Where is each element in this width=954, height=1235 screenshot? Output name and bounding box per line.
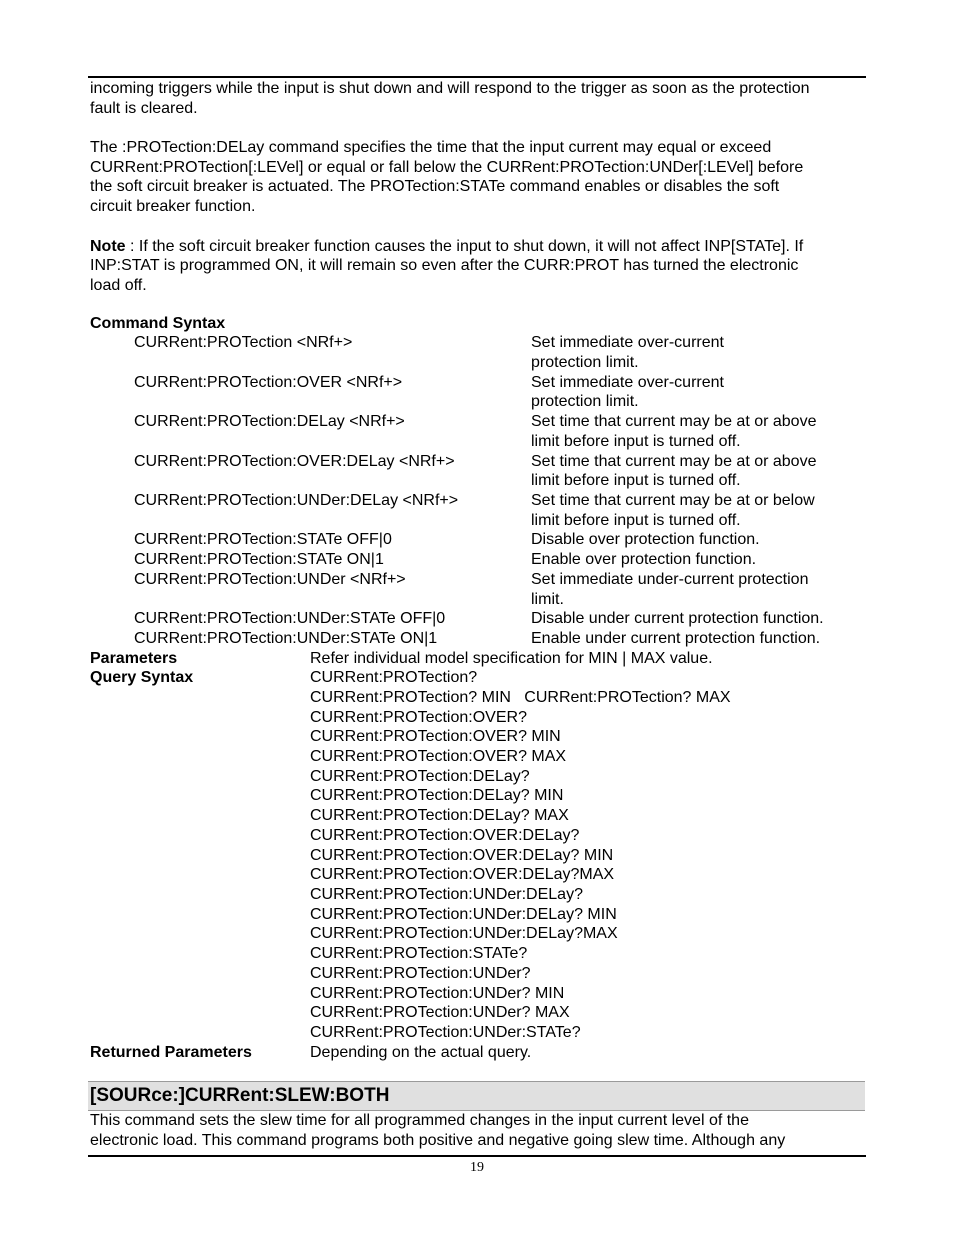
- command-syntax-cmd: CURRent:PROTection:UNDer:STATe OFF|0: [134, 610, 446, 627]
- command-syntax-cmd: CURRent:PROTection:DELay <NRf+>: [134, 413, 405, 430]
- command-syntax-desc: Enable over protection function.: [531, 551, 757, 568]
- command-syntax-desc: limit before input is turned off.: [531, 472, 741, 489]
- query-syntax-line: CURRent:PROTection:UNDer? MAX: [310, 1004, 570, 1021]
- query-syntax-label: Query Syntax: [90, 669, 194, 686]
- command-syntax-cmd: CURRent:PROTection:UNDer:DELay <NRf+>: [134, 492, 459, 509]
- parameters-value: Refer individual model specification for MIN | MAX value.: [310, 650, 713, 667]
- returned-parameters-value: Depending on the actual query.: [310, 1044, 532, 1061]
- query-syntax-line: CURRent:PROTection:OVER?: [310, 709, 527, 726]
- command-syntax-desc: limit.: [531, 591, 564, 608]
- query-syntax-line: CURRent:PROTection:OVER:DELay? MIN: [310, 847, 614, 864]
- command-syntax-cmd: CURRent:PROTection:STATe OFF|0: [134, 531, 392, 548]
- query-syntax-line: CURRent:PROTection:DELay? MIN: [310, 787, 564, 804]
- note-line: [90, 237, 803, 257]
- intro-para2-line: the soft circuit breaker is actuated. The PROTection:STATe command enables or disables the soft: [90, 178, 780, 195]
- command-syntax-desc: limit before input is turned off.: [531, 433, 741, 450]
- intro-para2-line: circuit breaker function.: [90, 198, 256, 215]
- query-syntax-line: CURRent:PROTection?: [310, 669, 478, 686]
- command-syntax-desc: Set time that current may be at or below: [531, 492, 815, 509]
- section-body-line: electronic load. This command programs both positive and negative going slew time. Although any: [90, 1132, 786, 1149]
- query-syntax-line: CURRent:PROTection? MIN CURRent:PROTection? MAX: [310, 689, 731, 706]
- query-syntax-line: CURRent:PROTection:UNDer:STATe?: [310, 1024, 581, 1041]
- command-syntax-cmd: CURRent:PROTection:UNDer <NRf+>: [134, 571, 406, 588]
- note-line: INP:STAT is programmed ON, it will remain so even after the CURR:PROT has turned the electronic: [90, 257, 799, 274]
- command-syntax-cmd: CURRent:PROTection <NRf+>: [134, 334, 353, 351]
- query-syntax-line: CURRent:PROTection:UNDer:DELay?MAX: [310, 925, 618, 942]
- command-syntax-desc: Set time that current may be at or above: [531, 413, 817, 430]
- command-syntax-desc: Set immediate under-current protection: [531, 571, 809, 588]
- query-syntax-line: CURRent:PROTection:UNDer:DELay? MIN: [310, 906, 617, 923]
- page-number: 19: [470, 1160, 484, 1175]
- query-syntax-line: CURRent:PROTection:DELay?: [310, 768, 530, 785]
- command-syntax-desc: Disable over protection function.: [531, 531, 760, 548]
- command-syntax-heading: Command Syntax: [90, 315, 226, 332]
- note-text: : If the soft circuit breaker function causes the input to shut down, it will not affect INP[STATe]. If: [125, 238, 804, 255]
- query-syntax-line: CURRent:PROTection:UNDer?: [310, 965, 531, 982]
- query-syntax-line: CURRent:PROTection:STATe?: [310, 945, 528, 962]
- command-syntax-desc: protection limit.: [531, 393, 639, 410]
- command-syntax-desc: Set immediate over-current: [531, 374, 724, 391]
- intro-para2-line: The :PROTection:DELay command specifies the time that the input current may equal or exceed: [90, 139, 772, 156]
- section-body-line: This command sets the slew time for all programmed changes in the input current level of the: [90, 1112, 749, 1129]
- returned-parameters-label: Returned Parameters: [90, 1044, 252, 1061]
- query-syntax-line: CURRent:PROTection:OVER:DELay?MAX: [310, 866, 615, 883]
- command-syntax-desc: Set time that current may be at or above: [531, 453, 817, 470]
- section-title: [SOURce:]CURRent:SLEW:BOTH: [90, 1085, 390, 1106]
- command-syntax-cmd: CURRent:PROTection:OVER <NRf+>: [134, 374, 403, 391]
- command-syntax-cmd: CURRent:PROTection:OVER:DELay <NRf+>: [134, 453, 455, 470]
- top-rule: [88, 76, 866, 78]
- command-syntax-cmd: CURRent:PROTection:UNDer:STATe ON|1: [134, 630, 438, 647]
- command-syntax-desc: Disable under current protection function.: [531, 610, 824, 627]
- query-syntax-line: CURRent:PROTection:UNDer:DELay?: [310, 886, 583, 903]
- section-heading-bar: [88, 1081, 865, 1111]
- command-syntax-desc: limit before input is turned off.: [531, 512, 741, 529]
- command-syntax-desc: protection limit.: [531, 354, 639, 371]
- query-syntax-line: CURRent:PROTection:DELay? MAX: [310, 807, 569, 824]
- command-syntax-desc: Set immediate over-current: [531, 334, 724, 351]
- note-line: load off.: [90, 277, 147, 294]
- command-syntax-desc: Enable under current protection function.: [531, 630, 821, 647]
- note-label: Note: [90, 238, 126, 255]
- query-syntax-line: CURRent:PROTection:OVER? MAX: [310, 748, 567, 765]
- intro-para1-line: fault is cleared.: [90, 100, 198, 117]
- bottom-rule: [88, 1155, 866, 1157]
- command-syntax-cmd: CURRent:PROTection:STATe ON|1: [134, 551, 384, 568]
- query-syntax-line: CURRent:PROTection:OVER? MIN: [310, 728, 561, 745]
- query-syntax-line: CURRent:PROTection:UNDer? MIN: [310, 985, 565, 1002]
- query-syntax-line: CURRent:PROTection:OVER:DELay?: [310, 827, 580, 844]
- intro-para2-line: CURRent:PROTection[:LEVel] or equal or fall below the CURRent:PROTection:UNDer[:LEVel] before: [90, 159, 804, 176]
- intro-para1-line: incoming triggers while the input is shut down and will respond to the trigger as soon as the protection: [90, 80, 810, 97]
- parameters-label: Parameters: [90, 650, 178, 667]
